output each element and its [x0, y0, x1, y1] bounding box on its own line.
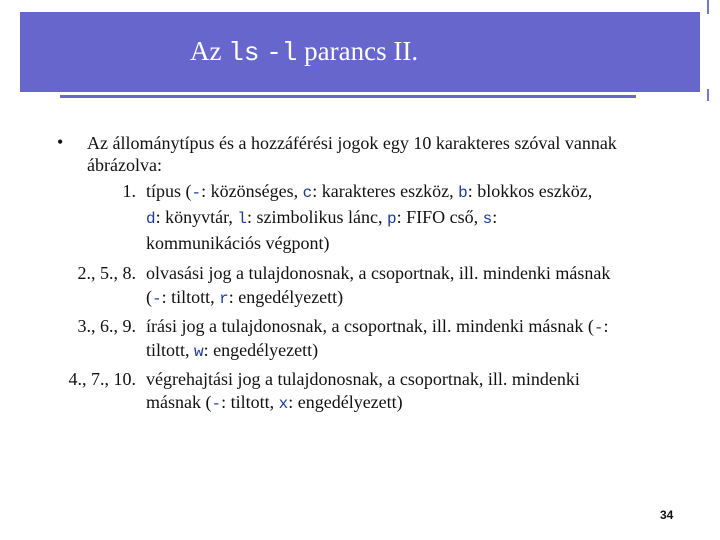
text: : engedélyezett) [288, 392, 403, 412]
item-2-line-1: olvasási jog a tulajdonosnak, a csoportnak, ill. mindenki másnak [146, 263, 611, 283]
item-3-number: 3., 6., 9. [77, 316, 136, 336]
title-command-flag: -l [266, 38, 298, 68]
corner-tick-bottom [707, 89, 709, 101]
code: r [219, 290, 229, 308]
code: - [191, 184, 202, 202]
title-underline-blue [60, 95, 636, 98]
code: x [278, 395, 289, 413]
item-1-number: 1. [122, 181, 136, 201]
title-suffix: parancs II. [297, 36, 419, 66]
title-command-ls: ls [228, 38, 260, 68]
text: : szimbolikus lánc, [246, 207, 387, 227]
text: : [603, 316, 609, 336]
item-2-number: 2., 5., 8. [77, 263, 136, 283]
code: - [593, 319, 604, 337]
page-number: 34 [660, 508, 674, 522]
code: - [152, 290, 162, 308]
text: másnak ( [146, 392, 212, 412]
item-1-line-2 [146, 204, 497, 232]
title-prefix: Az [190, 36, 229, 66]
bullet-marker: • [57, 132, 64, 152]
code: w [194, 343, 204, 361]
text: : [492, 207, 498, 227]
text: típus ( [146, 181, 192, 201]
item-2-line-2 [146, 284, 343, 312]
text: : tiltott, [161, 287, 220, 307]
text: : karakteres eszköz, [312, 181, 459, 201]
code: s [482, 210, 493, 228]
corner-tick-top [707, 0, 709, 14]
item-1-line-3: kommunikációs végpont) [146, 233, 330, 253]
text: : tiltott, [221, 392, 279, 412]
text: : könyvtár, [155, 207, 238, 227]
text: : közönséges, [201, 181, 303, 201]
code: d [146, 210, 156, 228]
item-3-line-2 [146, 337, 318, 365]
item-1-line-1 [146, 178, 592, 206]
item-4-line-2 [146, 389, 403, 417]
code: b [458, 184, 468, 202]
text: : engedélyezett) [228, 287, 344, 307]
item-4-line-1: végrehajtási jog a tulajdonosnak, a csoportnak, ill. mindenki [146, 369, 580, 389]
text: írási jog a tulajdonosnak, a csoportnak, ill. mindenki másnak ( [146, 316, 594, 336]
text: tiltott, [146, 340, 195, 360]
slide-title [190, 36, 418, 68]
code: - [211, 395, 222, 413]
text: ( [146, 287, 152, 307]
code: p [386, 210, 397, 228]
item-4-number: 4., 7., 10. [68, 369, 136, 389]
text: : engedélyezett) [203, 340, 319, 360]
code: c [302, 184, 313, 202]
intro-text: Az állománytípus és a hozzáférési jogok egy 10 karakteres szóval vannak ábrázolva: [87, 133, 617, 175]
text: : FIFO cső, [396, 207, 483, 227]
code: l [237, 210, 247, 228]
text: : blokkos eszköz, [467, 181, 593, 201]
